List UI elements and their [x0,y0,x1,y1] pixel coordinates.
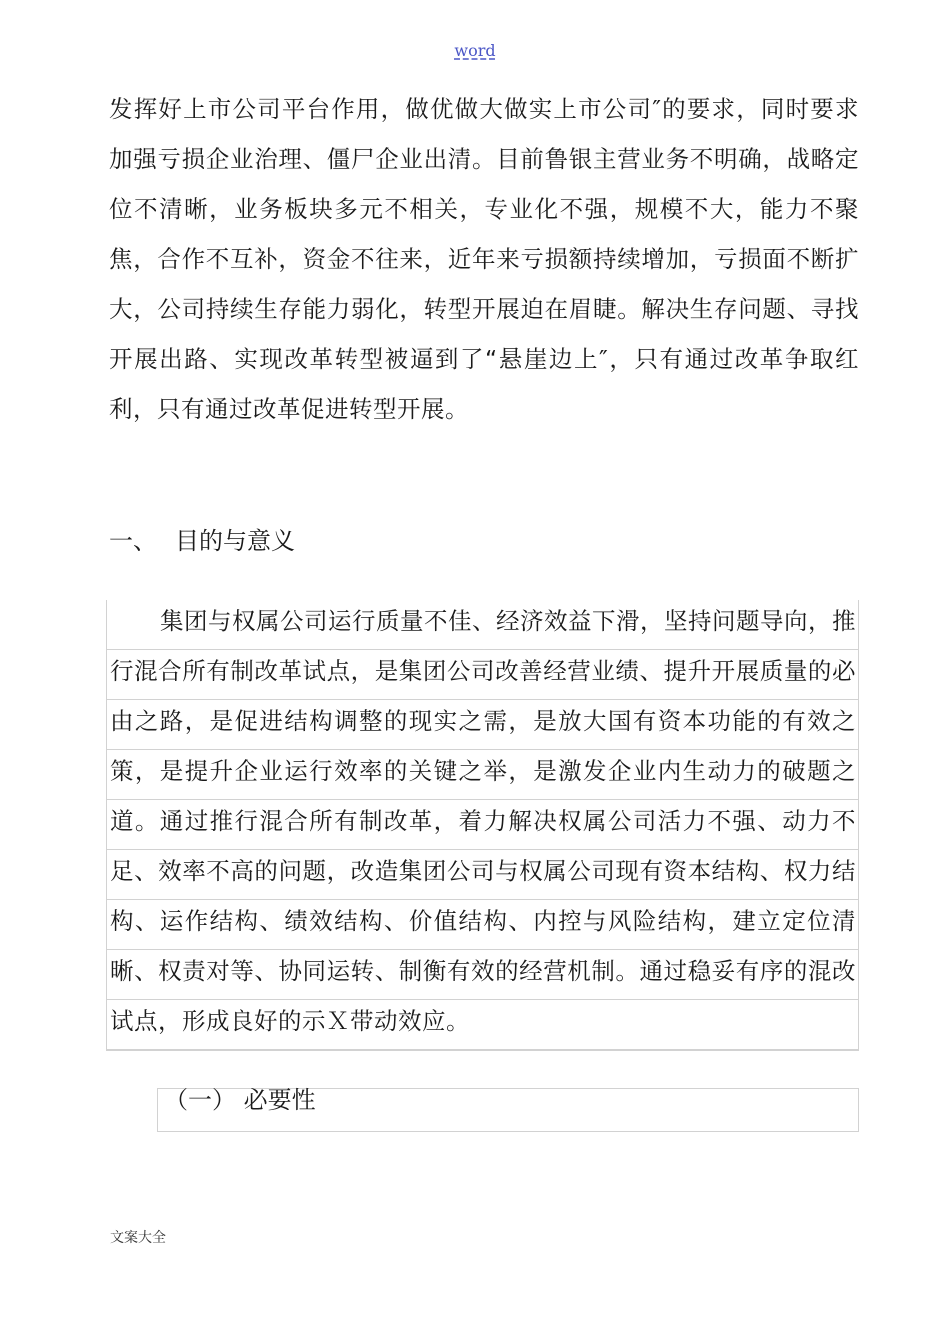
section-number: 一、 [109,527,157,555]
subsection-heading: （一） 必要性 [164,1086,316,1114]
section-title: 目的与意义 [175,527,295,555]
intro-paragraph: 发挥好上市公司平台作用，做优做大做实上市公司″的要求，同时要求加强亏损企业治理、僵尸企业出清。目前鲁银主营业务不明确，战略定位不清晰，业务板块多元不相关，专业化不强，规模不大，能力不聚焦，合作不互补，资金不往来，近年来亏损额持续增加，亏损面不断扩大，公司持续生存能力弱化，转型开展迫在眉睫。解决生存问题、寻找开展出路、实现改革转型被逼到了“悬崖边上″，只有通过改革争取红利，只有通过改革促进转型开展。 [109,95,859,423]
page-header [0,40,950,62]
section-body-paragraph: 集团与权属公司运行质量不佳、经济效益下滑，坚持问题导向，推行混合所有制改革试点，是集团公司改善经营业绩、提升开展质量的必由之路，是促进结构调整的现实之需，是放大国有资本功能的有效之策，是提升企业运行效率的关键之举，是激发企业内生动力的破题之道。通过推行混合所有制改革，着力解决权属公司活力不强、动力不足、效率不高的问题，改造集团公司与权属公司现有资本结构、权力结构、运作结构、绩效结构、价值结构、内控与风险结构，建立定位清晰、权责对等、协同运转、制衡有效的经营机制。通过稳妥有序的混改试点，形成良好的示Ｘ带动效应。 [110,607,856,1035]
section-body-box [106,600,859,1051]
section-heading [109,516,295,566]
word-link[interactable]: word [454,41,496,60]
page-footer: 文案大全 [110,1230,166,1246]
subsection-heading-box [157,1088,859,1132]
